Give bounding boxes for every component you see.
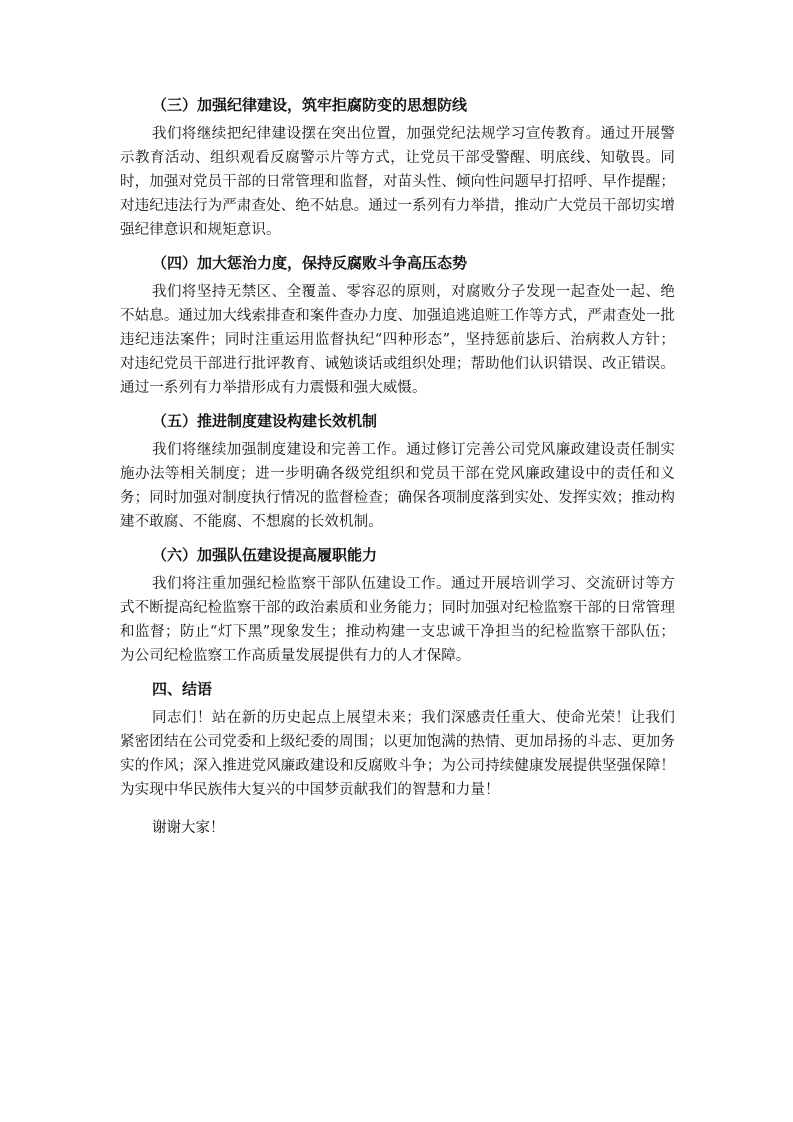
section-heading: （三）加强纪律建设，筑牢拒腐防变的思想防线 <box>152 96 468 114</box>
section-heading: （五）推进制度建设构建长效机制 <box>152 412 378 430</box>
section-paragraph: 我们将继续把纪律建设摆在突出位置，加强党纪法规学习宣传教育。通过开展警示教育活动、组织观看反腐警示片等方式，让党员干部受警醒、明底线、知敬畏。同时，加强对党员干部的日常管理和监督，对苗头性、倾向性问题早打招呼、早作提醒；对违纪违法行为严肃查处、绝不姑息。通过一系列有力举措，推动广大党员干部切实增强纪律意识和规矩意识。 <box>120 126 675 238</box>
section-4 <box>120 250 675 400</box>
section-paragraph: 我们将注重加强纪检监察干部队伍建设工作。通过开展培训学习、交流研讨等方式不断提高纪检监察干部的政治素质和业务能力；同时加强对纪检监察干部的日常管理和监督；防止“灯下黑”现象发生；推动构建一支忠诚干净担当的纪检监察干部队伍；为公司纪检监察工作高质量发展提供有力的人才保障。 <box>120 576 675 664</box>
section-6 <box>120 542 675 668</box>
section-heading: （六）加强队伍建设提高履职能力 <box>152 546 378 564</box>
closing-remark: 谢谢大家！ <box>152 820 225 836</box>
section-paragraph: 我们将坚持无禁区、全覆盖、零容忍的原则，对腐败分子发现一起查处一起、绝不姑息。通过加大线索排查和案件查办力度、加强追逃追赃工作等方式，严肃查处一批违纪违法案件；同时注重运用监督执纪“四种形态”，坚持惩前毖后、治病救人方针；对违纪党员干部进行批评教育、诫勉谈话或组织处理；帮助他们认识错误、改正错误。通过一系列有力举措形成有力震慑和强大威慑。 <box>120 284 675 396</box>
section-3 <box>120 92 675 242</box>
section-conclusion <box>120 676 675 802</box>
section-heading: 四、结语 <box>152 680 213 698</box>
section-5 <box>120 408 675 534</box>
section-paragraph: 同志们！站在新的历史起点上展望未来；我们深感责任重大、使命光荣！让我们紧密团结在公司党委和上级纪委的周围；以更加饱满的热情、更加昂扬的斗志、更加务实的作风；深入推进党风廉政建设和反腐败斗争；为公司持续健康发展提供坚强保障！为实现中华民族伟大复兴的中国梦贡献我们的智慧和力量！ <box>120 710 675 798</box>
document-page <box>120 92 675 840</box>
section-heading: （四）加大惩治力度，保持反腐败斗争高压态势 <box>152 254 468 272</box>
section-paragraph: 我们将继续加强制度建设和完善工作。通过修订完善公司党风廉政建设责任制实施办法等相关制度；进一步明确各级党组织和党员干部在党风廉政建设中的责任和义务；同时加强对制度执行情况的监督检查；确保各项制度落到实处、发挥实效；推动构建不敢腐、不能腐、不想腐的长效机制。 <box>120 442 675 530</box>
